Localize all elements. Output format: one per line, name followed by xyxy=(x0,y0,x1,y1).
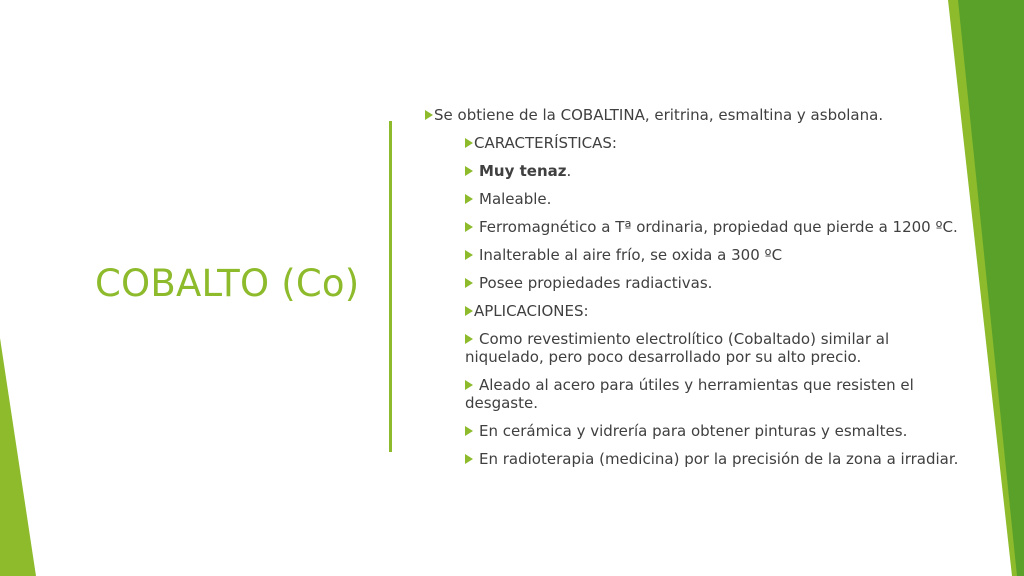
triangle-bullet-icon xyxy=(465,454,473,464)
list-item-bold-text: Muy tenaz xyxy=(479,162,567,180)
list-item-text: Maleable. xyxy=(479,190,552,208)
list-item xyxy=(425,246,970,264)
list-item-text: En cerámica y vidrería para obtener pinturas y esmaltes. xyxy=(479,422,908,440)
list-item-text: APLICACIONES: xyxy=(474,302,589,320)
triangle-bullet-icon xyxy=(465,138,473,148)
list-item xyxy=(425,106,970,124)
list-item xyxy=(425,218,970,236)
list-item xyxy=(425,162,970,180)
triangle-bullet-icon xyxy=(465,334,473,344)
bullet-list xyxy=(425,106,970,478)
list-item-heading-aplicaciones xyxy=(425,302,970,320)
triangle-bullet-icon xyxy=(465,194,473,204)
triangle-bullet-icon xyxy=(465,250,473,260)
left-accent-stripe xyxy=(0,338,36,576)
list-item-text: . xyxy=(566,162,572,180)
vertical-divider xyxy=(389,121,392,452)
list-item xyxy=(425,190,970,208)
list-item xyxy=(425,450,970,468)
list-item-text: Aleado al acero para útiles y herramientas que resisten el desgaste. xyxy=(465,376,914,412)
list-item-text: Ferromagnético a Tª ordinaria, propiedad que pierde a 1200 ºC. xyxy=(479,218,958,236)
list-item-text: En radioterapia (medicina) por la precisión de la zona a irradiar. xyxy=(479,450,959,468)
triangle-bullet-icon xyxy=(465,278,473,288)
list-item-text: Como revestimiento electrolítico (Cobaltado) similar al niquelado, pero poco desarrollado por su alto precio. xyxy=(465,330,890,366)
triangle-bullet-icon xyxy=(465,426,473,436)
list-item xyxy=(425,330,970,366)
slide-title: COBALTO (Co) xyxy=(95,262,360,305)
triangle-bullet-icon xyxy=(465,222,473,232)
triangle-bullet-icon xyxy=(465,166,473,176)
triangle-bullet-icon xyxy=(465,306,473,316)
list-item xyxy=(425,422,970,440)
list-item xyxy=(425,376,970,412)
list-item-text: Posee propiedades radiactivas. xyxy=(479,274,713,292)
list-item-heading-caracteristicas xyxy=(425,134,970,152)
list-item-text: Se obtiene de la COBALTINA, eritrina, esmaltina y asbolana. xyxy=(434,106,884,124)
triangle-bullet-icon xyxy=(465,380,473,390)
list-item-text: CARACTERÍSTICAS: xyxy=(474,134,617,152)
list-item xyxy=(425,274,970,292)
triangle-bullet-icon xyxy=(425,110,433,120)
list-item-text: Inalterable al aire frío, se oxida a 300 ºC xyxy=(479,246,783,264)
